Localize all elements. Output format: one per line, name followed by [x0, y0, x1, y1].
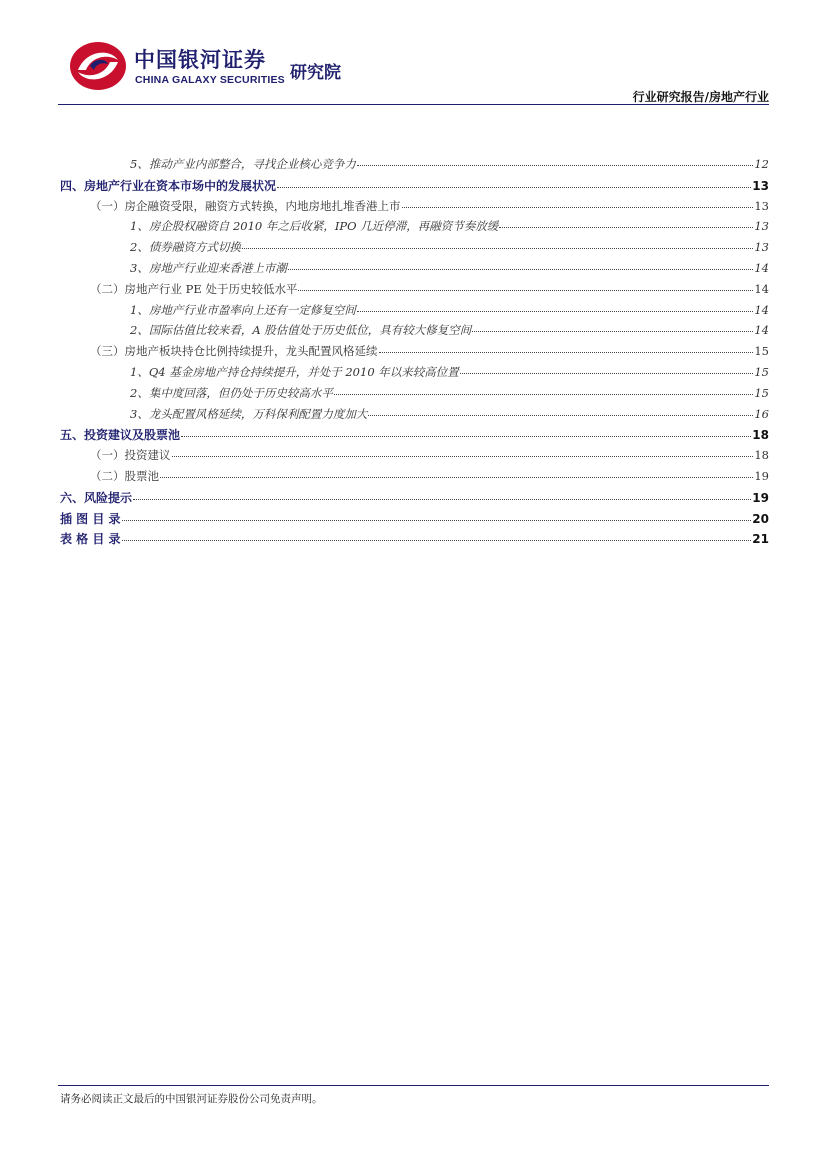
toc-entry-page: 21 [752, 532, 769, 547]
toc-leader-dots [357, 311, 754, 312]
brand-name-en: CHINA GALAXY SECURITIES [135, 74, 285, 86]
toc-leader-dots [357, 165, 754, 166]
brand-name-cn: 中国银河证券 [134, 48, 266, 72]
toc-leader-dots [334, 394, 754, 395]
toc-entry[interactable] [60, 218, 769, 239]
toc-leader-dots [242, 248, 754, 249]
toc-leader-dots [181, 436, 751, 437]
toc-entry[interactable] [60, 406, 769, 427]
toc-entry[interactable] [60, 302, 769, 323]
table-of-contents [60, 156, 769, 551]
toc-entry-title: 1、房地产行业市盈率向上还有一定修复空间 [130, 302, 356, 317]
toc-entry-title: 5、推动产业内部整合，寻找企业核心竞争力 [130, 157, 356, 171]
toc-entry-page: 12 [754, 157, 769, 171]
toc-entry-title: （一）投资建议 [90, 448, 171, 463]
toc-entry-title: 五、投资建议及股票池 [60, 428, 181, 443]
toc-entry[interactable] [60, 530, 769, 551]
toc-entry[interactable] [60, 260, 769, 281]
toc-entry-page: 13 [754, 219, 769, 234]
toc-entry-title: 表 格 目 录 [60, 532, 121, 547]
toc-entry-page: 13 [752, 178, 769, 193]
footer-divider [58, 1085, 769, 1086]
toc-leader-dots [402, 207, 754, 208]
toc-entry[interactable] [60, 343, 769, 364]
toc-entry[interactable] [60, 489, 769, 510]
toc-entry-page: 13 [754, 240, 769, 255]
toc-leader-dots [460, 373, 754, 374]
header-divider [58, 104, 769, 105]
toc-entry[interactable] [60, 322, 769, 343]
page-header [0, 0, 827, 110]
toc-entry-title: （一）房企融资受限，融资方式转换，内地房地扎堆香港上市 [90, 198, 401, 213]
toc-entry-page: 15 [754, 344, 769, 359]
toc-entry[interactable] [60, 447, 769, 468]
toc-entry-page: 19 [752, 490, 769, 505]
galaxy-swirl-logo-icon [68, 40, 128, 92]
toc-leader-dots [122, 540, 752, 541]
toc-leader-dots [160, 477, 753, 478]
institute-label: 研究院 [290, 63, 341, 83]
toc-entry-page: 13 [754, 198, 769, 213]
toc-entry-page: 20 [752, 511, 769, 526]
toc-entry[interactable] [60, 177, 769, 198]
toc-entry-page: 16 [754, 406, 769, 421]
toc-leader-dots [133, 499, 751, 500]
toc-entry-title: 1、Q4 基金房地产持仓持续提升，并处于 2010 年以来较高位置 [130, 364, 459, 379]
toc-leader-dots [277, 187, 751, 188]
toc-entry-title: 2、债券融资方式切换 [130, 240, 241, 255]
toc-entry[interactable] [60, 385, 769, 406]
footer-disclaimer: 请务必阅读正文最后的中国银河证券股份公司免责声明。 [60, 1093, 323, 1105]
toc-entry-page: 19 [754, 468, 769, 483]
toc-entry-page: 14 [754, 302, 769, 317]
toc-entry-page: 18 [752, 428, 769, 443]
toc-entry-title: 插 图 目 录 [60, 511, 121, 526]
toc-leader-dots [288, 269, 754, 270]
toc-leader-dots [472, 331, 753, 332]
toc-entry[interactable] [60, 468, 769, 489]
toc-entry-title: 2、国际估值比较来看，A 股估值处于历史低位，具有较大修复空间 [130, 323, 472, 338]
toc-entry[interactable] [60, 281, 769, 302]
toc-entry[interactable] [60, 364, 769, 385]
toc-entry-title: 1、房企股权融资自 2010 年之后收紧，IPO 几近停滞，再融资节奏放缓 [130, 219, 499, 234]
toc-entry-title: （二）股票池 [90, 468, 159, 483]
toc-entry[interactable] [60, 156, 769, 177]
toc-entry-title: 3、房地产行业迎来香港上市潮 [130, 260, 287, 275]
toc-entry[interactable] [60, 198, 769, 219]
toc-entry-title: 四、房地产行业在资本市场中的发展状况 [60, 178, 277, 193]
toc-entry-title: 2、集中度回落，但仍处于历史较高水平 [130, 385, 333, 400]
toc-leader-dots [379, 352, 754, 353]
toc-entry[interactable] [60, 510, 769, 531]
toc-entry-page: 14 [754, 281, 769, 296]
toc-leader-dots [368, 415, 753, 416]
toc-entry-page: 14 [754, 260, 769, 275]
toc-entry-title: （二）房地产行业 PE 处于历史较低水平 [90, 281, 298, 296]
toc-entry[interactable] [60, 426, 769, 447]
toc-leader-dots [122, 520, 752, 521]
toc-leader-dots [499, 227, 753, 228]
toc-entry-page: 15 [754, 385, 769, 400]
report-type: 行业研究报告/房地产行业 [632, 90, 769, 104]
toc-leader-dots [298, 290, 753, 291]
toc-entry[interactable] [60, 239, 769, 260]
toc-entry-title: （三）房地产板块持仓比例持续提升，龙头配置风格延续 [90, 344, 378, 359]
toc-entry-title: 六、风险提示 [60, 490, 133, 505]
toc-entry-title: 3、龙头配置风格延续，万科保利配置力度加大 [130, 406, 368, 421]
toc-entry-page: 14 [754, 323, 769, 338]
toc-entry-page: 18 [754, 448, 769, 463]
toc-entry-page: 15 [754, 364, 769, 379]
toc-leader-dots [172, 456, 754, 457]
